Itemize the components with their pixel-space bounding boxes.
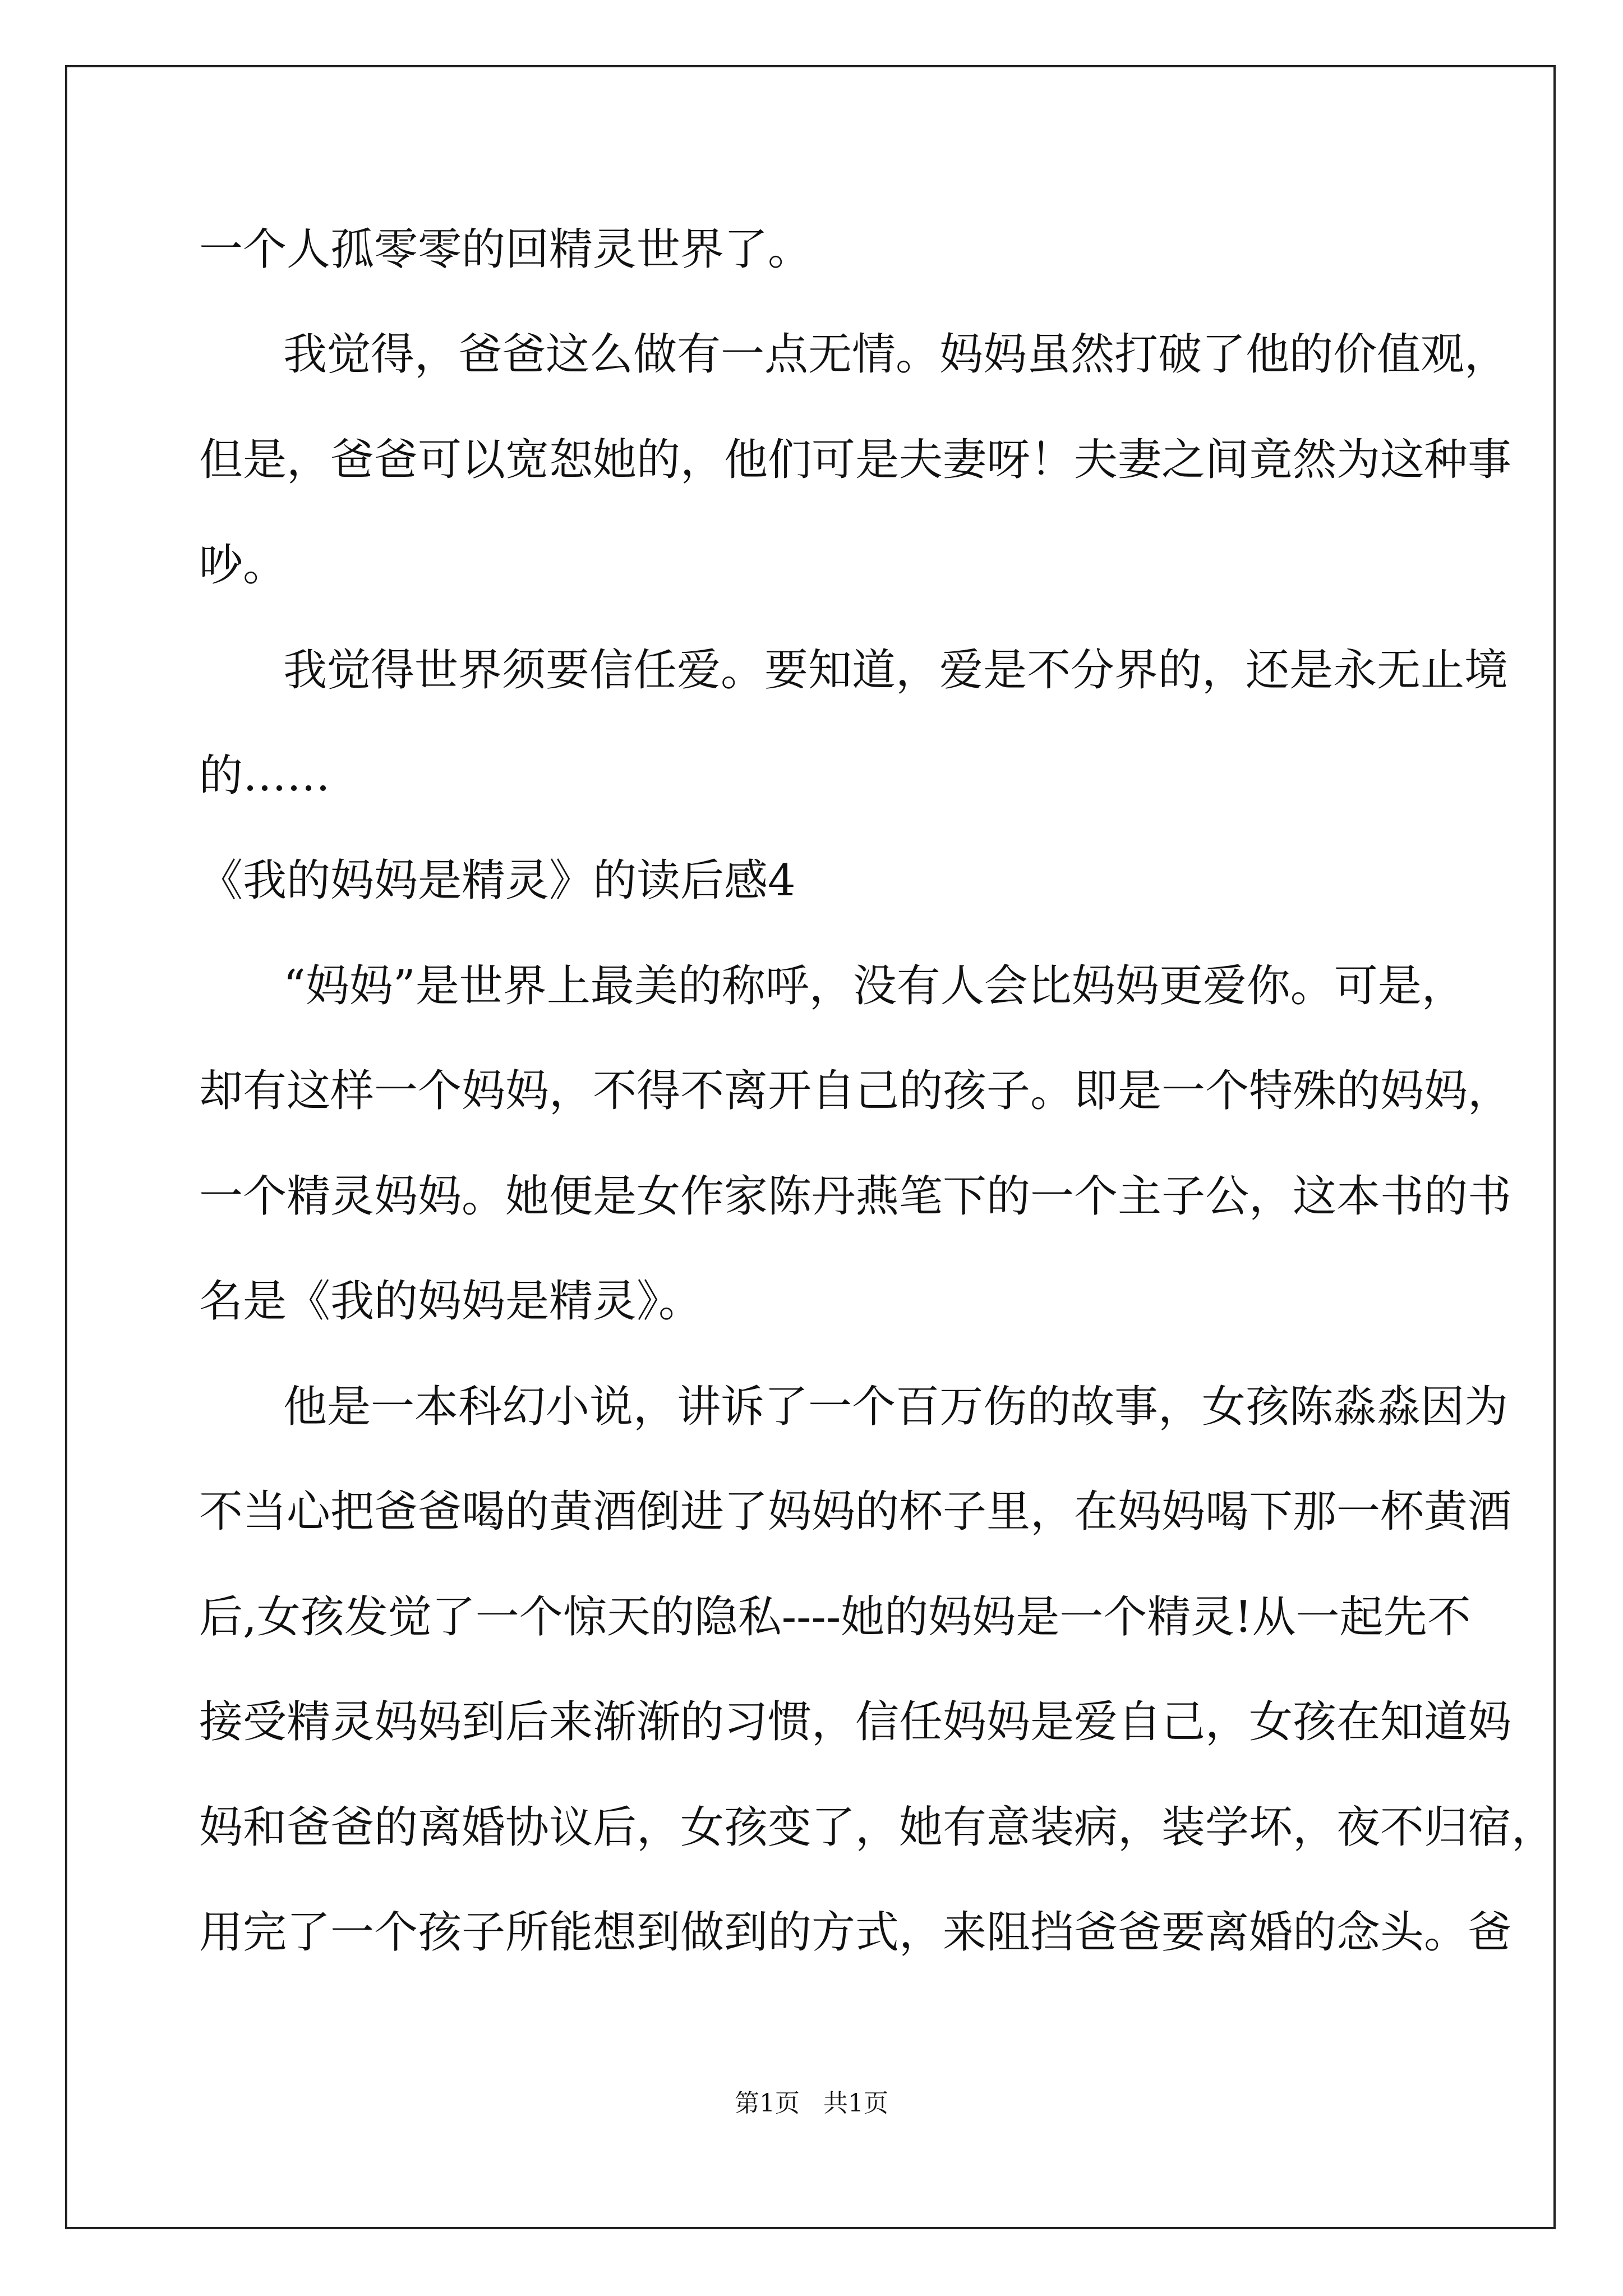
paragraph-line: 妈和爸爸的离婚协议后，女孩变了，她有意装病，装学坏，夜不归宿，	[199, 1802, 1556, 1853]
paragraph-line: 一个人孤零零的回精灵世界了。	[199, 224, 812, 275]
paragraph-line: 的……	[199, 751, 331, 801]
paragraph-line: 不当心把爸爸喝的黄酒倒进了妈妈的杯子里，在妈妈喝下那一杯黄酒	[199, 1487, 1512, 1537]
section-heading: 《我的妈妈是精灵》的读后感4	[199, 855, 796, 906]
paragraph-line: 一个精灵妈妈。她便是女作家陈丹燕笔下的一个主子公，这本书的书	[199, 1171, 1512, 1222]
paragraph-line: 用完了一个孩子所能想到做到的方式，来阻挡爸爸要离婚的念头。爸	[199, 1907, 1512, 1958]
paragraph-line: 却有这样一个妈妈，不得不离开自己的孩子。即是一个特殊的妈妈，	[199, 1066, 1512, 1116]
paragraph-line: 接受精灵妈妈到后来渐渐的习惯，信任妈妈是爱自己，女孩在知道妈	[199, 1697, 1512, 1747]
paragraph-line: 后,女孩发觉了一个惊天的隐私----她的妈妈是一个精灵!从一起先不	[199, 1592, 1471, 1642]
paragraph-line: 我觉得世界须要信任爱。要知道，爱是不分界的，还是永无止境	[283, 645, 1509, 696]
page-footer: 第1页 共1页	[735, 2089, 888, 2118]
paragraph-line: 名是《我的妈妈是精灵》。	[199, 1276, 703, 1327]
paragraph-line: 他是一本科幻小说，讲诉了一个百万伤的故事，女孩陈淼淼因为	[283, 1382, 1509, 1432]
paragraph-line: “妈妈”是世界上最美的称呼，没有人会比妈妈更爱你。可是，	[283, 961, 1465, 1011]
paragraph-line: 我觉得，爸爸这么做有一点无情。妈妈虽然打破了他的价值观，	[283, 329, 1509, 380]
paragraph-line: 但是，爸爸可以宽恕她的，他们可是夫妻呀！夫妻之间竟然为这种事	[199, 435, 1512, 485]
paragraph-line: 吵。	[199, 540, 287, 591]
